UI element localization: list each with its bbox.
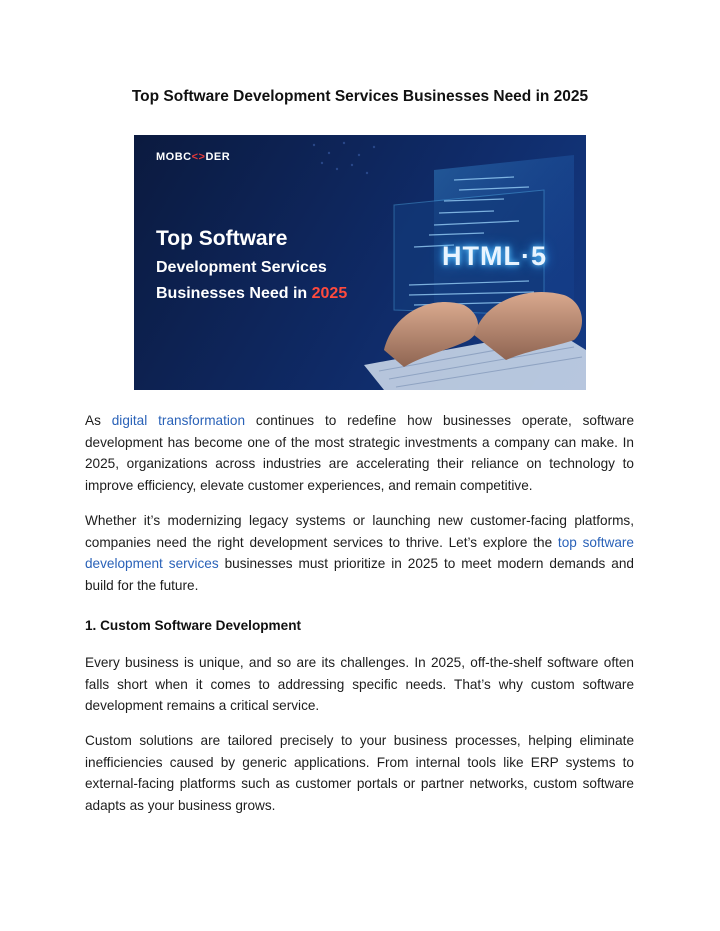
banner-year: 2025 — [311, 285, 348, 302]
intro-paragraph: As digital transformation continues to redefine how businesses operate, software development has become one of the most strategic investments a company can make. In 2025, organizations across industries are accelerating their reliance on technology to improve efficiency, elevate customer experiences, and remain competitive. — [85, 413, 635, 493]
hero-banner-image — [134, 135, 586, 390]
custom-software-paragraph-1: Every business is unique, and so are its challenges. In 2025, off-the-shelf software often falls short when it comes to addressing specific needs. That’s why custom software development remains a critical service. — [85, 655, 634, 713]
overview-paragraph: Whether it’s modernizing legacy systems or launching new customer-facing platforms, companies need the right development services to thrive. Let’s explore the top software development services businesses must prioritize in 2025 to meet modern demands and build for the future. — [85, 513, 634, 593]
digital-transformation-link[interactable]: digital transformation — [111, 413, 246, 428]
mobcoder-logo: MOBC<>DER — [156, 151, 231, 163]
banner-heading-line3: Businesses Need in 2025 — [156, 285, 348, 302]
dot-pattern — [313, 142, 375, 174]
page-title: Top Software Development Services Businesses Need in 2025 — [131, 88, 589, 105]
top-software-development-services-link[interactable]: top software development services — [85, 534, 634, 571]
custom-software-paragraph-2: Custom solutions are tailored precisely to your business processes, helping eliminate inefficiencies caused by generic applications. From internal tools like ERP systems to external-facing platforms such as customer portals or partner networks, custom software adapts as your business grows. — [85, 733, 634, 813]
section-heading-custom-software: 1. Custom Software Development — [85, 618, 302, 633]
banner-heading-line1: Top Software — [156, 227, 288, 250]
html5-graphic-label: HTML·5 — [442, 241, 547, 271]
banner-heading-line2: Development Services — [156, 259, 327, 276]
